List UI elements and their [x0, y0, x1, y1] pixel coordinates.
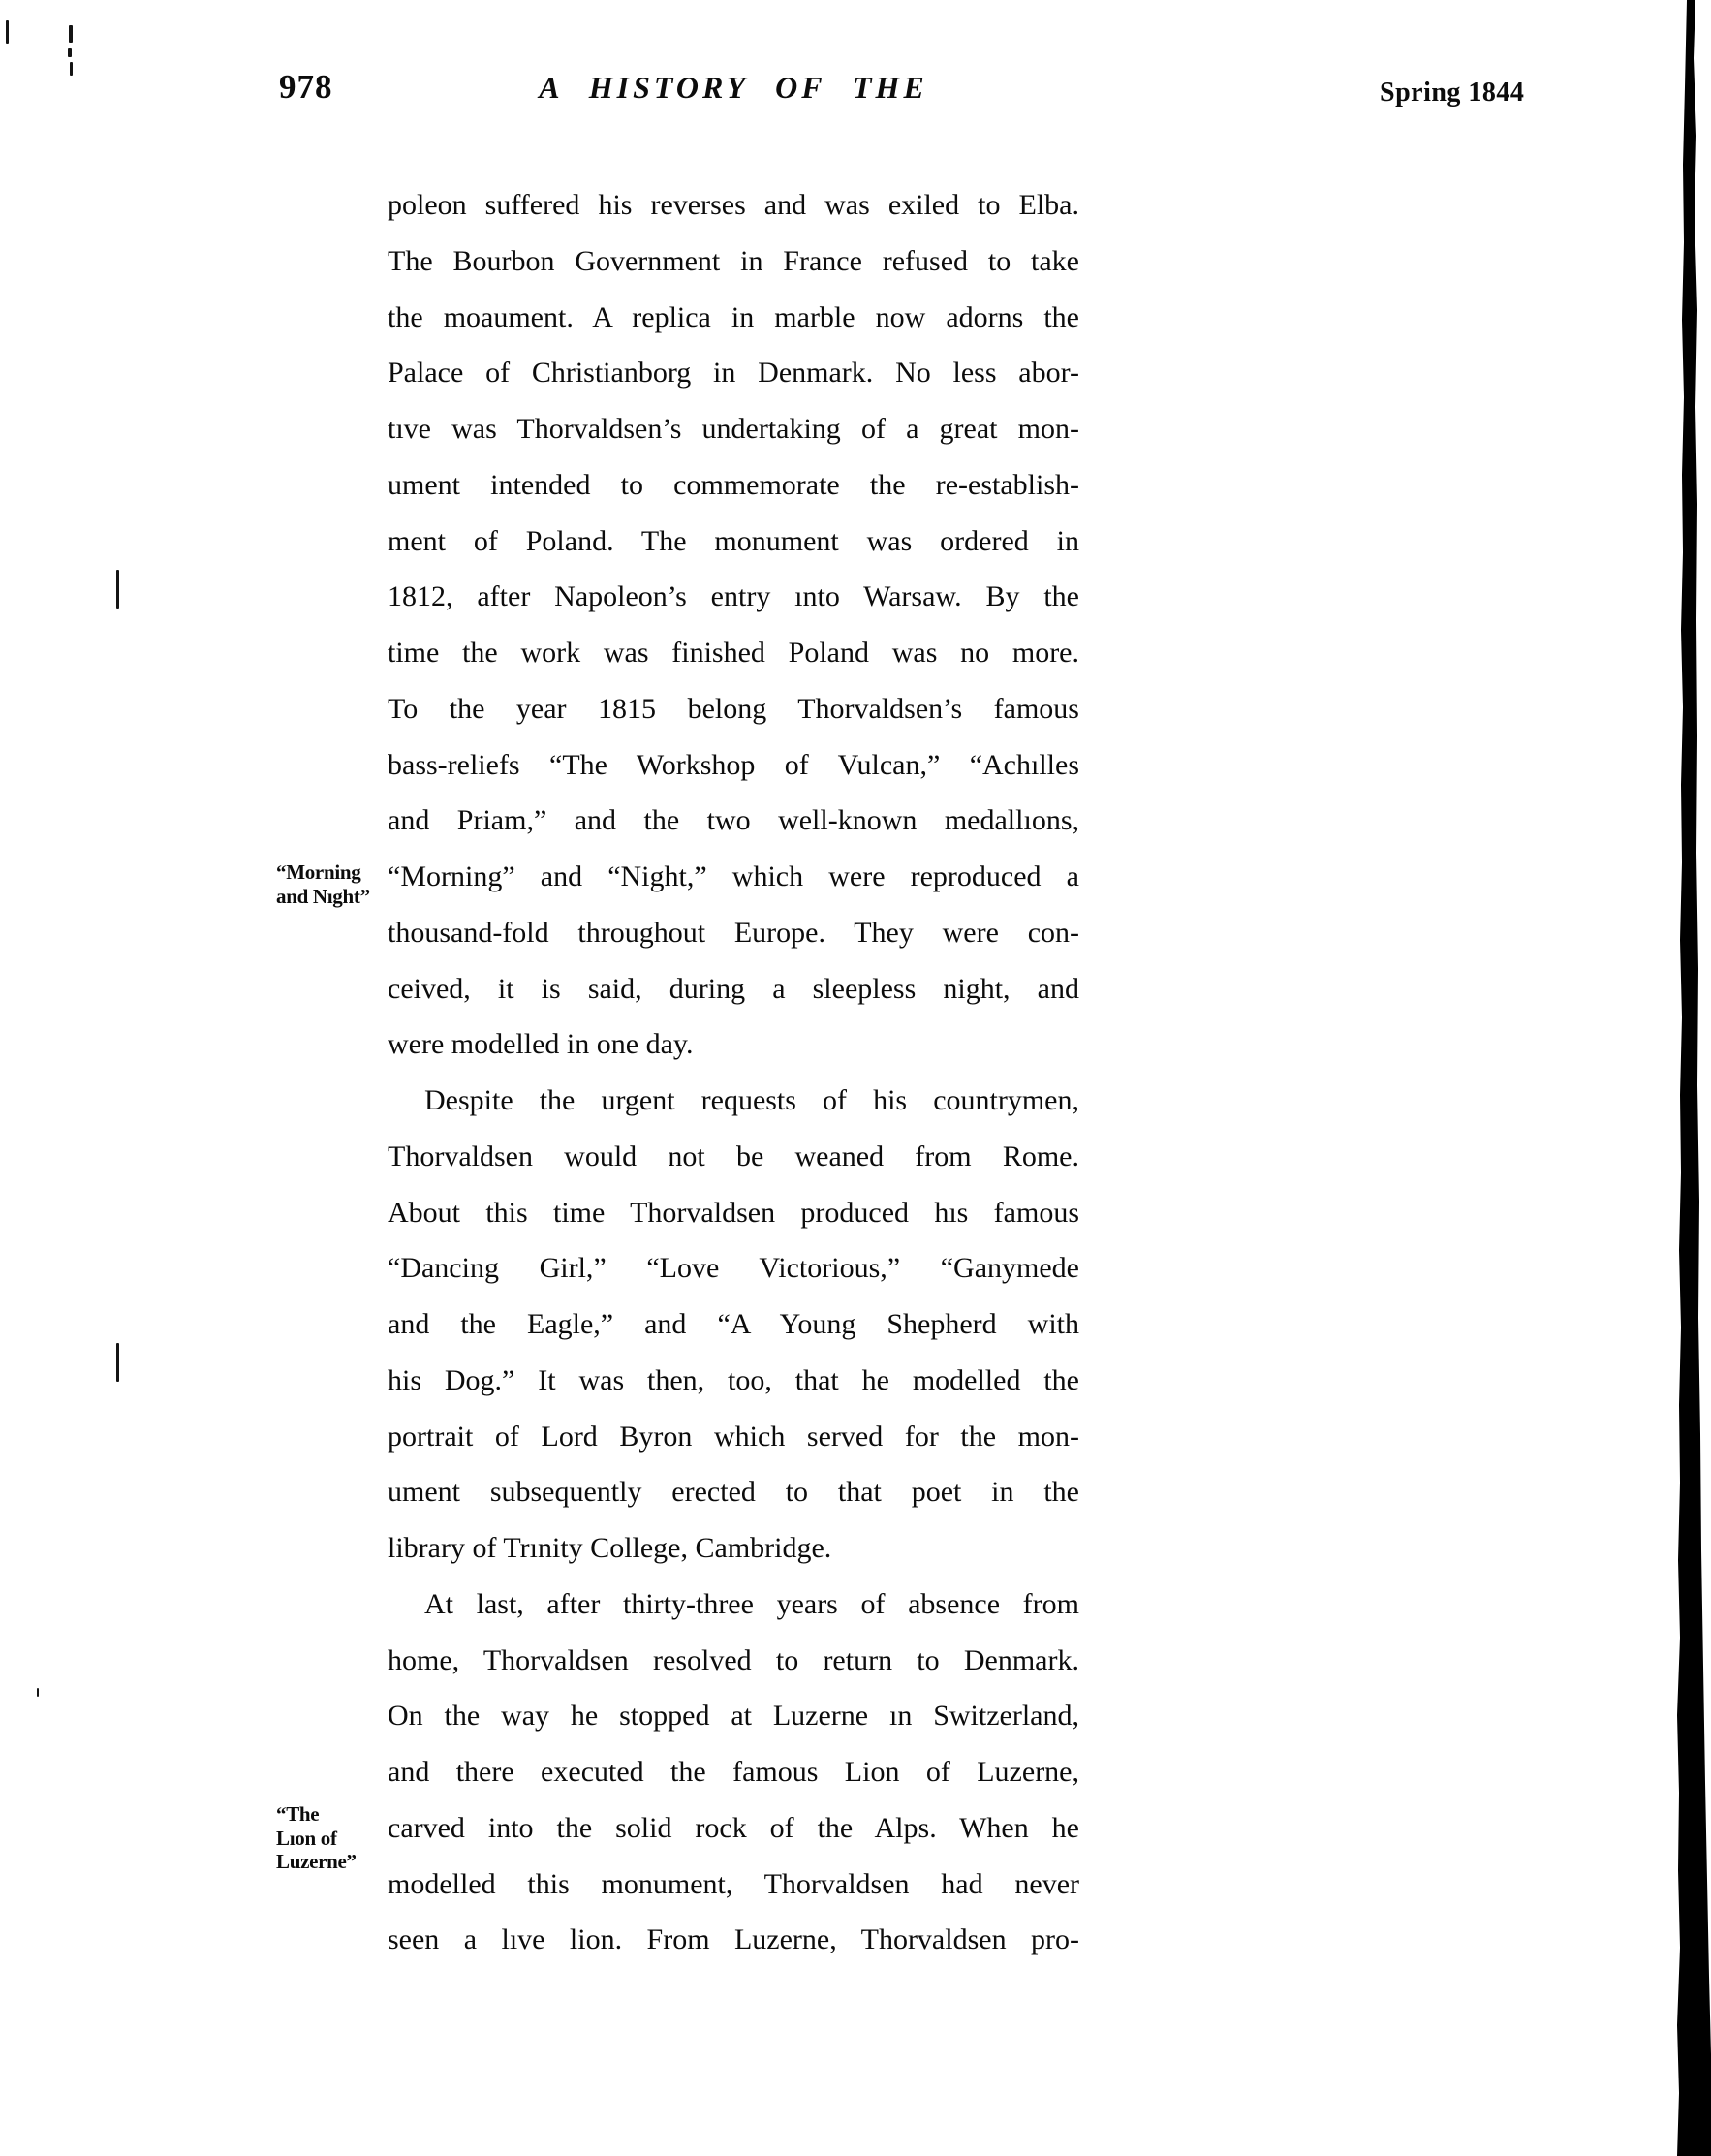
text-line: On the way he stopped at Luzerne ın Switzerland,: [388, 1700, 1079, 1733]
text-line: home, Thorvaldsen resolved to return to Denmark.: [388, 1643, 1079, 1676]
margin-note-line: “The: [276, 1802, 320, 1826]
text-line: portrait of Lord Byron which served for the mon-: [388, 1420, 1079, 1453]
text-line: his Dog.” It was then, too, that he modelled the: [388, 1363, 1079, 1396]
text-line: ceived, it is said, during a sleepless night, and: [388, 972, 1079, 1005]
margin-note-morning-and-night: [276, 860, 390, 908]
scan-artifact-mark: [6, 20, 9, 44]
text-line: seen a lıve lion. From Luzerne, Thorvaldsen pro-: [388, 1923, 1079, 1956]
body-text: [388, 177, 1079, 1968]
text-line: The Bourbon Government in France refused to take: [388, 244, 1079, 277]
text-line: modelled this monument, Thorvaldsen had never: [388, 1867, 1079, 1900]
scan-artifact-mark: [70, 62, 73, 76]
scan-artifact-mark: [69, 25, 73, 43]
text-line: bass-reliefs “The Workshop of Vulcan,” “Achılles: [388, 748, 1079, 781]
text-line: were modelled in one day.: [388, 1028, 694, 1061]
text-line: the moaument. A replica in marble now adorns the: [388, 300, 1079, 333]
text-line: 1812, after Napoleon’s entry ınto Warsaw. By the: [388, 580, 1079, 613]
text-line: and there executed the famous Lion of Luzerne,: [388, 1756, 1079, 1788]
text-line: ument subsequently erected to that poet in the: [388, 1476, 1079, 1509]
text-line: “Dancing Girl,” “Love Victorious,” “Ganymede: [388, 1252, 1079, 1285]
page-edge-artifact: [1664, 0, 1711, 2156]
edition-date: Spring 1844: [1380, 78, 1525, 108]
margin-note-line: “Morning: [276, 860, 361, 884]
text-line: carved into the solid rock of the Alps. When he: [388, 1811, 1079, 1844]
text-line: ment of Poland. The monument was ordered in: [388, 524, 1079, 557]
scan-artifact-mark: [68, 48, 72, 57]
margin-note-line: Lıon of: [276, 1826, 337, 1850]
text-line: Palace of Christianborg in Denmark. No less abor-: [388, 357, 1079, 390]
text-line: About this time Thorvaldsen produced hıs famous: [388, 1196, 1079, 1229]
text-line: tıve was Thorvaldsen’s undertaking of a great mon-: [388, 413, 1079, 445]
text-line: Thorvaldsen would not be weaned from Rome.: [388, 1140, 1079, 1172]
text-line: time the work was finished Poland was no more.: [388, 637, 1079, 669]
text-line: At last, after thirty-three years of absence from: [424, 1587, 1079, 1620]
scan-artifact-mark: [116, 1343, 119, 1382]
scan-artifact-mark: [116, 570, 119, 609]
running-header: A HISTORY OF THE: [539, 70, 928, 105]
text-line: and Priam,” and the two well-known medallıons,: [388, 804, 1079, 837]
page-number: 978: [279, 68, 333, 106]
margin-note-line: and Nıght”: [276, 884, 370, 908]
text-line: thousand-fold throughout Europe. They were con-: [388, 916, 1079, 949]
margin-note-line: Luzerne”: [276, 1850, 357, 1873]
text-line: To the year 1815 belong Thorvaldsen’s famous: [388, 692, 1079, 725]
text-line: Despite the urgent requests of his countrymen,: [424, 1084, 1079, 1116]
text-line: “Morning” and “Night,” which were reproduced a: [388, 860, 1079, 892]
text-line: library of Trınity College, Cambridge.: [388, 1532, 832, 1564]
scan-artifact-mark: [37, 1688, 39, 1697]
text-line: and the Eagle,” and “A Young Shepherd with: [388, 1308, 1079, 1340]
margin-note-lion-of-luzerne: [276, 1802, 390, 1874]
text-line: poleon suffered his reverses and was exiled to Elba.: [388, 189, 1079, 221]
text-line: ument intended to commemorate the re-establish-: [388, 468, 1079, 501]
